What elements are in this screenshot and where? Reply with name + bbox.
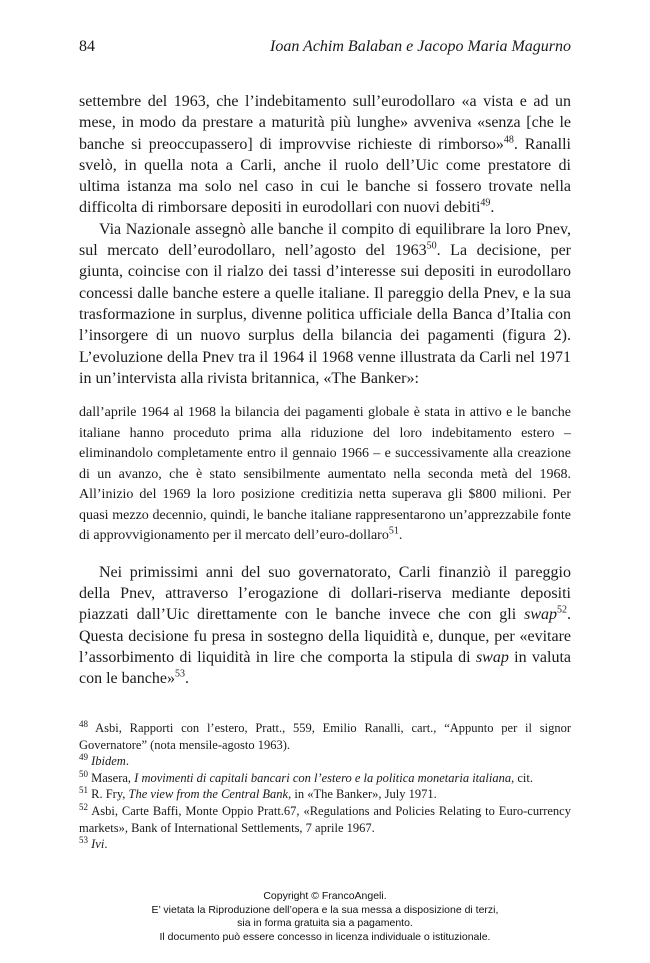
- paragraph-3: [79, 562, 571, 690]
- footnote-text: .: [104, 837, 108, 852]
- footnote-number: 51: [79, 785, 88, 796]
- footnote-48: [79, 720, 571, 753]
- text-run: Nei primissimi anni del suo governatorato, Carli finanziò il pareggio della Pnev, attraverso l’erogazione di dollari-riserva mediante depositi piazzati dall’Uic direttamente con le banche invece che con gli: [79, 563, 571, 624]
- block-quote: [79, 403, 571, 547]
- footnote-53: [79, 836, 571, 853]
- copyright-line: Copyright © FrancoAngeli.: [263, 890, 387, 902]
- footnote-ref-48: 48: [503, 134, 514, 146]
- footnote-text: R. Fry,: [88, 787, 129, 802]
- page-number: 84: [79, 38, 95, 55]
- footnote-italic: I movimenti di capitali bancari con l’estero e la politica monetaria italiana: [134, 770, 512, 785]
- footnote-text: Asbi, Rapporti con l’estero, Pratt., 559, Emilio Ranalli, cart., “Appunto per il signor Governatore” (nota mensile-agosto 1963).: [79, 721, 571, 752]
- text-run: .: [184, 670, 189, 688]
- footnote-text: , cit.: [511, 770, 533, 785]
- italic-text: swap: [475, 648, 509, 666]
- copyright-notice: [0, 890, 650, 944]
- text-run: .: [398, 528, 403, 544]
- footnote-italic: The view from the Central Bank: [128, 787, 289, 802]
- main-text: [79, 91, 571, 689]
- copyright-line: E’ vietata la Riproduzione dell’opera e la sua messa a disposizione di terzi,: [151, 903, 499, 916]
- text-run: . Questa decisione fu presa in sostegno della liquidità e, dunque, per «evitare l’assorbimento di liquidità in lire che comporta la stipula di: [79, 606, 571, 666]
- footnote-italic: Ivi: [88, 837, 105, 852]
- footnote-number: 49: [79, 752, 88, 763]
- footnote-number: 48: [79, 718, 88, 729]
- text-run: .: [490, 199, 495, 217]
- copyright-line: Il documento può essere concesso in licenza individuale o istituzionale.: [159, 930, 491, 943]
- footnote-text: Masera,: [88, 770, 135, 785]
- footnote-text: .: [125, 754, 129, 769]
- text-run: Via Nazionale assegnò alle banche il compito di equilibrare la loro Pnev, sul mercato dell’eurodollaro, nell’agosto del 1963: [79, 220, 571, 260]
- text-run: . Ranalli svelò, in quella nota a Carli, anche il ruolo dell’Uic come prestatore di ultima istanza ma solo nel caso in cui le banche si fossero trovate nella difficolta di rimborsare depositi in eurodollari con nuovi debiti: [79, 135, 571, 217]
- italic-text: swap: [524, 606, 557, 624]
- footnotes: [79, 720, 571, 853]
- text-run: settembre del 1963, che l’indebitamento sull’eurodollaro «a vista e ad un mese, in modo da prestare a maturità più lunghe» avveniva «senza [che le banche si preoccupassero] di improvvise richieste di rimborso»: [79, 93, 571, 153]
- text-run: . La decisione, per giunta, coincise con il rialzo dei tassi d’interesse sui depositi in eurodollaro concessi dalle banche estere a quelle italiane. Il pareggio della Pnev, e la sua trasformazione in surplus, divenne politica ufficiale della Banca d’Italia con l’insorgere di un nuovo surplus della bilancia dei pagamenti (figura 2). L’evoluzione della Pnev tra il 1964 il 1968 venne illustrata da Carli nel 1971 in un’intervista alla rivista britannica, «The Banker»:: [79, 242, 572, 387]
- footnote-52: [79, 803, 571, 836]
- footnote-ref-50: 50: [426, 240, 437, 252]
- footnote-49: [79, 753, 571, 770]
- footnote-51: [79, 786, 571, 803]
- footnote-text: Asbi, Carte Baffi, Monte Oppio Pratt.67, «Regulations and Policies Relating to Euro-currency markets», Bank of International Settlements, 7 aprile 1967.: [79, 803, 571, 835]
- running-head: Ioan Achim Balaban e Jacopo Maria Magurno: [270, 38, 571, 55]
- footnote-ref-49: 49: [480, 198, 491, 210]
- footnote-text: , in «The Banker», July 1971.: [288, 787, 437, 802]
- footnote-ref-52: 52: [557, 604, 567, 616]
- text-run: dall’aprile 1964 al 1968 la bilancia dei pagamenti globale è stata in attivo e le banche italiane hanno proceduto prima alla riduzione del loro indebitamento estero – eliminandolo completamente entro il gennaio 1966 – e successivamente alla creazione di un avanzo, che è stato sensibilmente aumentato nella seconda metà del 1968. All’inizio del 1969 la loro posizione creditizia netta superava gli $800 milioni. Per quasi mezzo decennio, quindi, le banche italiane rappresentarono un’apprezzabile fonte di approvvigionamento per il mercato dell’euro-dollaro: [79, 405, 571, 544]
- footnote-italic: Ibidem: [88, 754, 126, 769]
- footnote-number: 53: [79, 835, 88, 845]
- footnote-number: 52: [79, 801, 88, 812]
- page-header: [79, 38, 571, 60]
- footnote-50: [79, 770, 571, 787]
- footnote-number: 50: [79, 768, 88, 779]
- footnote-ref-51: 51: [388, 525, 399, 537]
- paragraph-2: [79, 219, 571, 389]
- footnote-ref-53: 53: [174, 668, 185, 680]
- text-run: in valuta con le banche»: [79, 648, 571, 688]
- copyright-line: sia in forma gratuita sia a pagamento.: [237, 917, 413, 929]
- paragraph-1: [79, 91, 571, 219]
